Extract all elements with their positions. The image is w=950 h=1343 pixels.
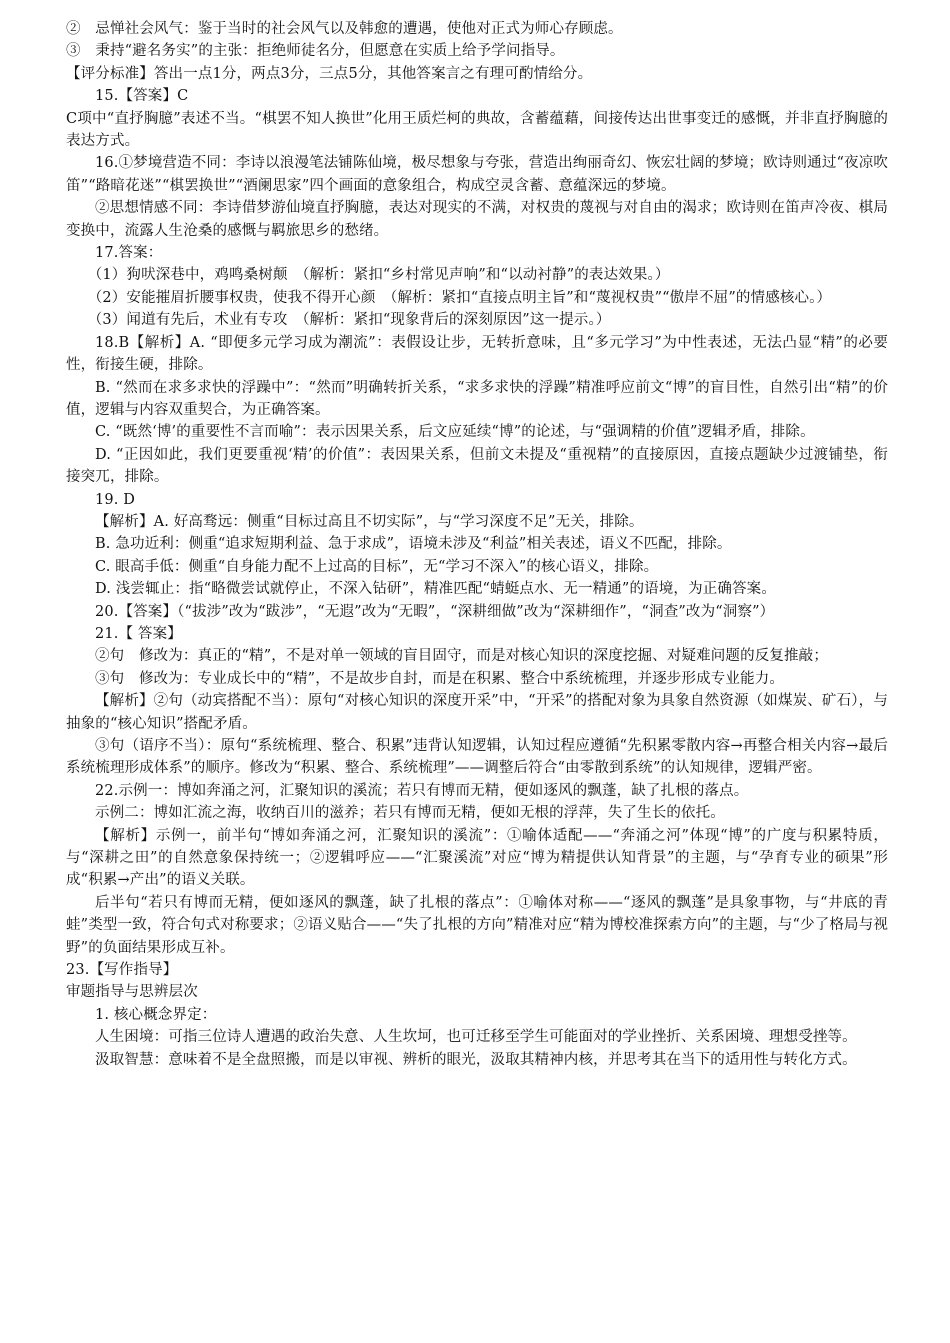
answer-17-item-1: （1）狗吠深巷中，鸡鸣桑树颠 （解析：紧扣“乡村常见声响”和“以动衬静”的表达效果。） <box>87 267 670 284</box>
answer-17-heading: 17.答案： <box>95 245 163 262</box>
answer-23-concept-heading: 1. 核心概念界定： <box>95 1006 217 1023</box>
answer-21-analysis-3: ③句（语序不当）：原句“系统梳理、整合、积累”违背认知逻辑，认知过程应遵循“先积累零散内容→再整合相关内容→最后系统梳理形成体系”的顺序。修改为“积累、整合、系统梳理”——调整后符合“由零散到系统”的认知规律，逻辑严密。 <box>66 738 888 777</box>
answer-21-heading: 21.【 答案】 <box>95 625 182 642</box>
answer-15-heading: 15.【答案】C <box>95 88 189 105</box>
answer-19-option-d: D. 浅尝辄止：指“略微尝试就停止，不深入钻研”，精准匹配“蜻蜓点水、无一精通”的语境，为正确答案。 <box>95 581 776 598</box>
answer-18-option-a: 18.B【解析】A. “即便多元学习成为潮流”：表假设让步，无转折意味，且“多元学习”为中性表述，无法凸显“精”的必要性，衔接生硬，排除。 <box>66 334 888 374</box>
answer-23-concept-wisdom: 汲取智慧：意味着不是全盘照搬，而是以审视、辨析的眼光，汲取其精神内核，并思考其在当下的适用性与转化方式。 <box>95 1051 857 1068</box>
answer-22-example-2: 示例二：博如汇流之海，收纳百川的滋养；若只有博而无精，便如无根的浮萍，失了生长的依托。 <box>95 805 725 822</box>
answer-19-option-a: 【解析】A. 好高骛远：侧重“目标过高且不切实际”，与“学习深度不足”无关，排除。 <box>95 513 644 530</box>
answer-20: 20.【答案】（“拔涉”改为“跋涉”，“无遐”改为“无暇”，“深耕细做”改为“深耕细作”，“洞查”改为“洞察”） <box>95 603 775 620</box>
answer-16-point-1: 16.①梦境营造不同：李诗以浪漫笔法铺陈仙境，极尽想象与夸张，营造出绚丽奇幻、恢宏壮阔的梦境；欧诗则通过“夜凉吹笛”“路暗花迷”“棋罢换世”“酒阑思家”四个画面的意象组合，构成空灵含蓄、意蕴深远的梦境。 <box>66 155 888 194</box>
answer-16-point-2: ②思想情感不同：李诗借梦游仙境直抒胸臆，表达对现实的不满，对权贵的蔑视与对自由的渴求；欧诗则在笛声冷夜、棋局变换中，流露人生沧桑的感慨与羁旅思乡的愁绪。 <box>66 200 888 239</box>
answer-22-analysis-first: 【解析】示例一，前半句“博如奔涌之河，汇聚知识的溪流”：①喻体适配——“奔涌之河”体现“博”的广度与积累特质，与“深耕之田”的自然意象保持统一；②逻辑呼应——“汇聚溪流”对应“博为精提供认知背景”的主题，与“孕育专业的硕果”形成“积累→产出”的语义关联。 <box>66 827 888 889</box>
answer-23-concept-dilemma: 人生困境：可指三位诗人遭遇的政治失意、人生坎坷，也可迁移至学生可能面对的学业挫折、关系困境、理想受挫等。 <box>95 1029 857 1046</box>
answer-22-analysis-second: 后半句“若只有博而无精，便如逐风的飘蓬，缺了扎根的落点”：①喻体对称——“逐风的飘蓬”是具象事物，与“井底的青蛙”类型一致，符合句式对称要求；②语义贴合——“失了扎根的方向”精准对应“精为博校准探索方向”的主题，与“少了格局与视野”的负面结果形成互补。 <box>66 894 888 956</box>
answer-19-option-c: C. 眼高手低：侧重“自身能力配不上过高的目标”，无“学习不深入”的核心语义，排除。 <box>95 558 659 575</box>
answer-23-heading: 23.【写作指导】 <box>66 962 178 979</box>
answer-18-option-d: D. “正因如此，我们更要重视‘精’的价值”：表因果关系，但前文未提及“重视精”的直接原因，直接点题缺少过渡铺垫，衔接突兀，排除。 <box>66 446 888 486</box>
scoring-criteria: 【评分标准】答出一点1分，两点3分，三点5分，其他答案言之有理可酌情给分。 <box>66 65 593 82</box>
answer-13-point-2: ② 忌惮社会风气：鉴于当时的社会风气以及韩愈的遭遇，使他对正式为师心存顾虑。 <box>66 21 623 37</box>
answer-15-explanation: C项中“直抒胸臆”表述不当。“棋罢不知人换世”化用王质烂柯的典故，含蓄蕴藉，间接传达出世事变迁的感慨，并非直抒胸臆的表达方式。 <box>66 110 888 150</box>
answer-21-analysis-2: 【解析】②句（动宾搭配不当）：原句“对核心知识的深度开采”中，“开采”的搭配对象为具象自然资源（如煤炭、矿石），与抽象的“核心知识”搭配矛盾。 <box>66 693 888 732</box>
answer-23-subheading: 审题指导与思辨层次 <box>66 984 198 1001</box>
answer-13-point-3: ③ 秉持“避名务实”的主张：拒绝师徒名分，但愿意在实质上给予学问指导。 <box>66 43 565 60</box>
answer-21-sentence-3: ③句 修改为：专业成长中的“精”，不是故步自封，而是在积累、整合中系统梳理，并逐步形成专业能力。 <box>95 670 785 687</box>
answer-18-option-c: C. “既然‘博’的重要性不言而喻”：表示因果关系，后文应延续“博”的论述，与“强调精的价值”逻辑矛盾，排除。 <box>95 424 815 441</box>
answer-21-sentence-2: ②句 修改为：真正的“精”，不是对单一领域的盲目固守，而是对核心知识的深度挖掘、对疑难问题的反复推敲； <box>95 648 828 665</box>
answer-22-example-1: 22.示例一：博如奔涌之河，汇聚知识的溪流；若只有博而无精，便如逐风的飘蓬，缺了扎根的落点。 <box>95 782 749 799</box>
answer-18-option-b: B. “然而在求多求快的浮躁中”：“然而”明确转折关系，“求多求快的浮躁”精准呼应前文“博”的盲目性，自然引出“精”的价值，逻辑与内容双重契合，为正确答案。 <box>66 379 888 418</box>
answer-19-heading: 19. D <box>95 491 136 508</box>
answer-17-item-2: （2）安能摧眉折腰事权贵，使我不得开心颜 （解析：紧扣“直接点明主旨”和“蔑视权贵”“傲岸不屈”的情感核心。） <box>87 289 832 306</box>
answer-17-item-3: （3）闻道有先后，术业有专攻 （解析：紧扣“现象背后的深刻原因”这一提示。） <box>87 312 611 329</box>
answer-19-option-b: B. 急功近利：侧重“追求短期利益、急于求成”，语境未涉及“利益”相关表述，语义不匹配，排除。 <box>95 536 732 553</box>
